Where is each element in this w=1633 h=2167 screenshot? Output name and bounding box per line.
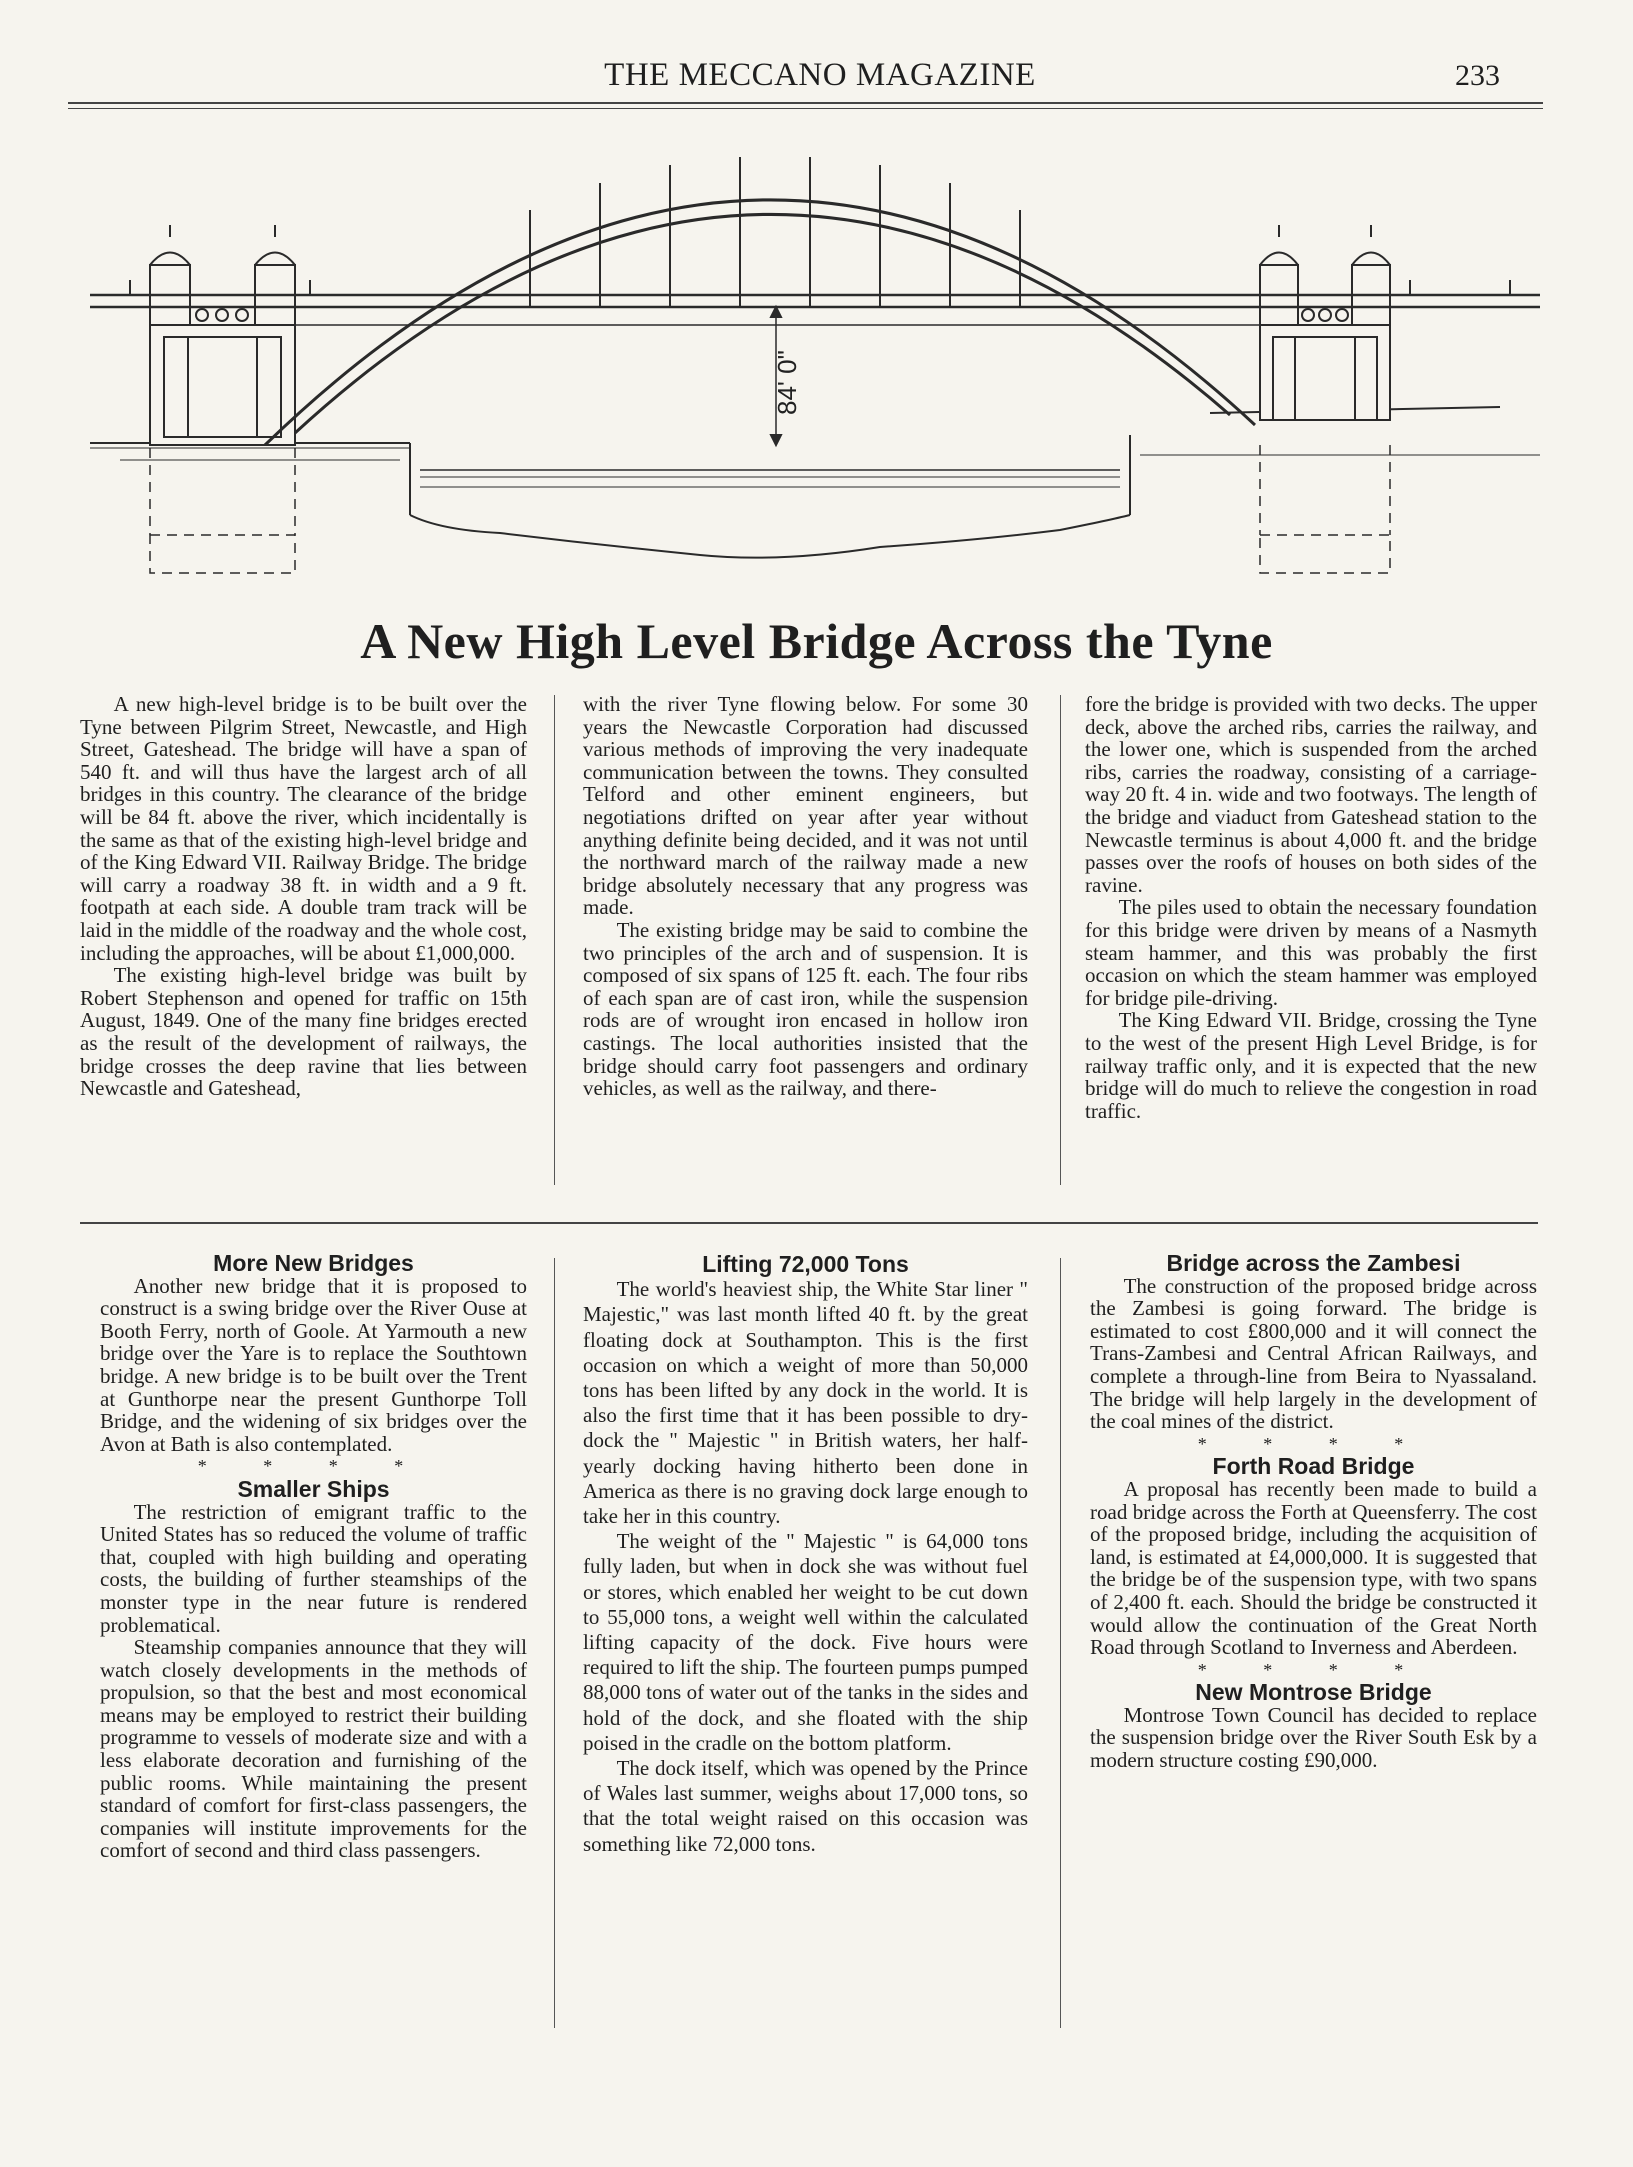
paragraph: A proposal has recently been made to build a road bridge across the Forth at Queensferry. The cost of the proposed bridge, including the acquisition of land, is estimated at £4,000,000. It is suggested that the bridge be of the suspension type, with two spans of 2,400 ft. each. Should the bridge be constructed it would allow the continuation of the Great North Road through Scotland to Inverness and Aberdeen. <box>1090 1476 1537 1660</box>
section-title-more-new-bridges: More New Bridges <box>213 1250 414 1276</box>
header-rule-thin <box>68 108 1543 109</box>
paragraph: The existing high-level bridge was built by Robert Stephenson and opened for traffic on 15th August, 1849. One of the many fine bridges erected as the result of the development of railways, the bridge crosses the deep ravine that lies between Newcastle and Gateshead, <box>80 963 527 1101</box>
section-separator-stars: * * * * <box>197 1456 430 1477</box>
main-article-column-1 <box>80 693 527 1100</box>
main-article-column-2 <box>583 693 1028 1100</box>
column-divider <box>1060 1258 1061 2028</box>
section-title-new-montrose-bridge: New Montrose Bridge <box>1195 1679 1432 1706</box>
paragraph: The dock itself, which was opened by the Prince of Wales last summer, weighs about 17,000 tons, so that the total weight raised on this occasion was something like 72,000 tons. <box>583 1756 1028 1856</box>
paragraph: The piles used to obtain the necessary foundation for this bridge were driven by means of a Nasmyth steam hammer, and this was probably the first occasion on which the steam hammer was employed for bridge pile-driving. <box>1085 895 1537 1010</box>
paragraph: The weight of the " Majestic " is 64,000 tons fully laden, but when in dock she was without fuel or stores, which enabled her weight to be cut down to 55,000 tons, a weight well within the calculated lifting capacity of the dock. Five hours were required to lift the ship. The fourteen pumps pumped 88,000 tons of water out of the tanks in the sides and hold of the dock, and she floated with the ship poised in the cradle on the bottom platform. <box>583 1529 1028 1755</box>
lower-column-2 <box>583 1252 1028 1857</box>
section-separator-stars: * * * * <box>1197 1659 1430 1680</box>
section-title-lifting-72000-tons: Lifting 72,000 Tons <box>702 1251 909 1277</box>
page-number: 233 <box>1455 59 1500 92</box>
column-divider <box>554 695 555 1185</box>
header-rule <box>68 102 1543 104</box>
lower-column-3 <box>1090 1252 1537 1772</box>
paragraph: The King Edward VII. Bridge, crossing the Tyne to the west of the present High Level Bridge, is for railway traffic only, and it is expected that the new bridge will do much to relieve the congestion in road traffic. <box>1085 1008 1537 1123</box>
clearance-label: 84' 0" <box>772 350 802 415</box>
paragraph: fore the bridge is provided with two decks. The upper deck, above the arched ribs, carries the railway, and the lower one, which is suspended from the arched ribs, carries the roadway, consisting of a carriage-way 20 ft. 4 in. wide and two footways. The length of the bridge and viaduct from Gateshead station to the Newcastle terminus is about 4,000 ft. and the bridge passes over the roofs of houses on both sides of the ravine. <box>1085 692 1537 897</box>
paragraph: Montrose Town Council has decided to replace the suspension bridge over the River South Esk by a modern structure costing £90,000. <box>1090 1702 1537 1773</box>
paragraph: A new high-level bridge is to be built over the Tyne between Pilgrim Street, Newcastle, and High Street, Gateshead. The bridge will have a span of 540 ft. and will thus have the largest arch of all bridges in this country. The clearance of the bridge will be 84 ft. above the river, which incidentally is the same as that of the existing high-level bridge and of the King Edward VII. Railway Bridge. The bridge will carry a roadway 38 ft. in width and a 9 ft. footpath at each side. A double tram track will be laid in the middle of the roadway and the whole cost, including the approaches, will be about £1,000,000. <box>80 692 527 965</box>
main-article-column-3 <box>1085 693 1537 1122</box>
column-divider <box>1060 695 1061 1185</box>
paragraph: Steamship companies announce that they will watch closely developments in the methods of propulsion, so that the best and most economical means may be employed to restrict their building programme to vessels of moderate size and with a less elaborate decoration and furnishing of the public rooms. While maintaining the present standard of comfort for first-class passengers, the companies will institute improvements for the comfort of second and third class passengers. <box>100 1635 527 1863</box>
section-title-bridge-across-the-zambesi: Bridge across the Zambesi <box>1166 1250 1461 1276</box>
paragraph: The construction of the proposed bridge across the Zambesi is going forward. The bridge is estimated to cost £800,000 and it will connect the Trans-Zambesi and Central African Railways, and complete a through-line from Beira to Nyassaland. The bridge will help largely in the development of the coal mines of the district. <box>1090 1273 1537 1434</box>
column-divider <box>554 1258 555 2028</box>
headline: A New High Level Bridge Across the Tyne <box>360 613 1273 669</box>
paragraph: The world's heaviest ship, the White Star liner " Majestic," was last month lifted 40 ft. by the great floating dock at Southampton. This is the first occasion on which a weight of more than 50,000 tons has been lifted by any dock in the world. It is also the first time that it has been possible to dry-dock the " Majestic " in British waters, her half-yearly docking having hitherto been done in America as there is no graving dock large enough to take her in this country. <box>583 1277 1028 1529</box>
section-rule <box>80 1222 1538 1224</box>
magazine-title: THE MECCANO MAGAZINE <box>604 57 1036 93</box>
section-title-forth-road-bridge: Forth Road Bridge <box>1212 1453 1415 1480</box>
paragraph: with the river Tyne flowing below. For some 30 years the Newcastle Corporation had discussed various methods of improving the very inadequate communication between the towns. They consulted Telford and other eminent engineers, but negotiations drifted on year after year without anything definite being decided, and it was not until the northward march of the railway made a new bridge absolutely necessary that any progress was made. <box>583 692 1028 920</box>
section-separator-stars: * * * * <box>1197 1433 1430 1454</box>
masthead <box>100 55 1540 100</box>
lower-column-1 <box>100 1252 527 1862</box>
paragraph: Another new bridge that it is proposed to construct is a swing bridge over the River Ouse at Booth Ferry, north of Goole. At Yarmouth a new bridge over the Yare is to replace the Southtown bridge. A new bridge is to be built over the Trent at Gunthorpe near the present Gunthorpe Toll Bridge, and the widening of six bridges over the Avon at Bath is also contemplated. <box>100 1273 527 1456</box>
paragraph: The restriction of emigrant traffic to the United States has so reduced the volume of traffic that, coupled with high building and operating costs, the building of further steamships of the monster type in the near future is rendered problematical. <box>100 1499 527 1637</box>
bridge-illustration <box>80 115 1550 605</box>
paragraph: The existing bridge may be said to combine the two principles of the arch and of suspension. It is composed of six spans of 125 ft. each. The four ribs of each span are of cast iron, while the suspension rods are of wrought iron encased in hollow iron castings. The local authorities insisted that the bridge should carry foot passengers and ordinary vehicles, as well as the railway, and there- <box>583 917 1028 1101</box>
section-title-smaller-ships: Smaller Ships <box>237 1475 390 1502</box>
